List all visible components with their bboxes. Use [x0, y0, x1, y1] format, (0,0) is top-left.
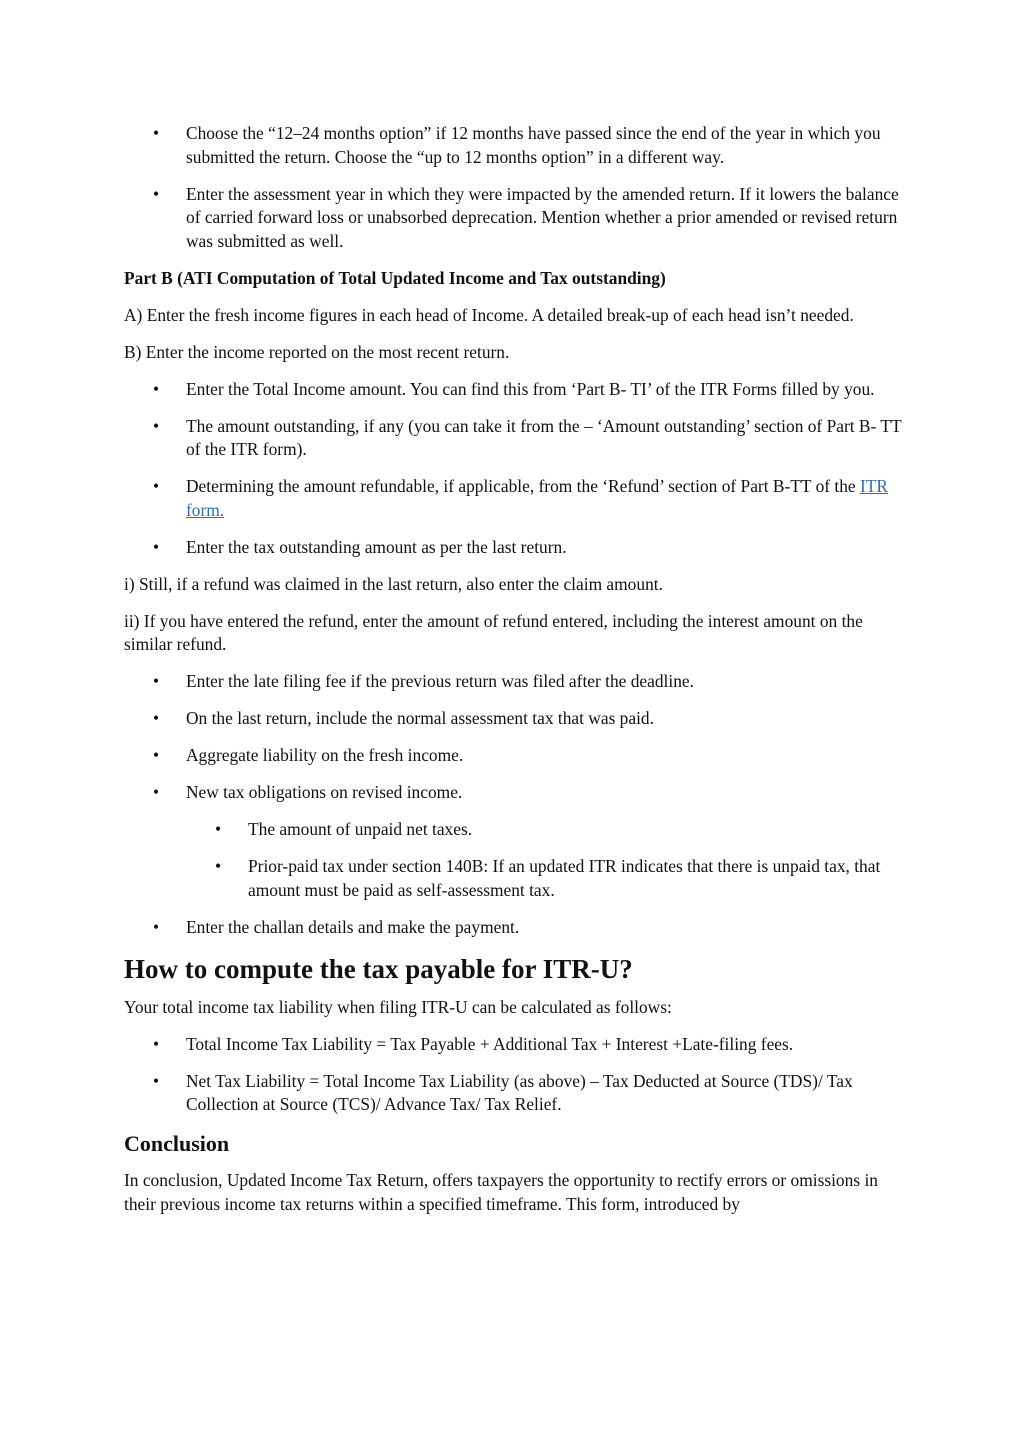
- conclusion-text: In conclusion, Updated Income Tax Return, offers taxpayers the opportunity to rectify errors or omissions in their previous income tax returns within a specified timeframe. This form, introduced by: [124, 1170, 878, 1214]
- paragraph-b: B) Enter the income reported on the most recent return.: [124, 341, 510, 362]
- itr-form-link[interactable]: ITR form.: [186, 476, 889, 520]
- intro-bullet-list: [124, 122, 904, 253]
- list-item: • Enter the late filing fee if the previous return was filed after the deadline.: [124, 670, 904, 694]
- paragraph-i: i) Still, if a refund was claimed in the last return, also enter the claim amount.: [124, 573, 663, 594]
- nested-list-item: • Prior-paid tax under section 140B: If an updated ITR indicates that there is unpaid tax, that amount must be paid as self-assessment tax.: [186, 855, 904, 902]
- list-item: • Enter the assessment year in which they were impacted by the amended return. If it lowers the balance of carried forward loss or unabsorbed deprecation. Mention whether a prior amended or revised return was submitted as well.: [124, 183, 904, 254]
- list-item: • Enter the challan details and make the payment.: [124, 916, 904, 940]
- list-item: • On the last return, include the normal assessment tax that was paid.: [124, 707, 904, 731]
- part-b-heading: Part B (ATI Computation of Total Updated Income and Tax outstanding): [124, 267, 666, 288]
- list-item: • Aggregate liability on the fresh income.: [124, 744, 904, 768]
- list-item: • Choose the “12–24 months option” if 12 months have passed since the end of the year in which you submitted the return. Choose the “up to 12 months option” in a different way.: [124, 122, 904, 169]
- nested-list-item: • The amount of unpaid net taxes.: [186, 818, 904, 842]
- list-item: • Net Tax Liability = Total Income Tax Liability (as above) – Tax Deducted at Source (TDS)/ Tax Collection at Source (TCS)/ Advance Tax/ Tax Relief.: [124, 1070, 904, 1117]
- refund-bullet-list: [124, 670, 904, 939]
- list-item: • The amount outstanding, if any (you can take it from the – ‘Amount outstanding’ section of Part B- TT of the ITR form).: [124, 415, 904, 462]
- document-page: [124, 122, 904, 1230]
- conclusion-heading: Conclusion: [124, 1131, 230, 1156]
- compute-intro: Your total income tax liability when filing ITR-U can be calculated as follows:: [124, 996, 672, 1017]
- paragraph-ii: ii) If you have entered the refund, enter the amount of refund entered, including the interest amount on the similar refund.: [124, 610, 863, 654]
- list-item: [124, 475, 904, 522]
- list-item: [124, 781, 904, 902]
- part-b-bullet-list: [124, 378, 904, 560]
- compute-bullet-list: [124, 1033, 904, 1117]
- compute-heading: How to compute the tax payable for ITR-U?: [124, 953, 633, 984]
- list-item: • Enter the tax outstanding amount as per the last return.: [124, 536, 904, 560]
- paragraph-a: A) Enter the fresh income figures in each head of Income. A detailed break-up of each head isn’t needed.: [124, 304, 854, 325]
- list-item: • Total Income Tax Liability = Tax Payable + Additional Tax + Interest +Late-filing fees.: [124, 1033, 904, 1057]
- list-item: • Enter the Total Income amount. You can find this from ‘Part B- TI’ of the ITR Forms filled by you.: [124, 378, 904, 402]
- list-item-text: New tax obligations on revised income.: [186, 782, 463, 802]
- nested-bullet-list: [186, 818, 904, 902]
- list-item-text: Determining the amount refundable, if applicable, from the ‘Refund’ section of Part B-TT of the: [186, 476, 860, 496]
